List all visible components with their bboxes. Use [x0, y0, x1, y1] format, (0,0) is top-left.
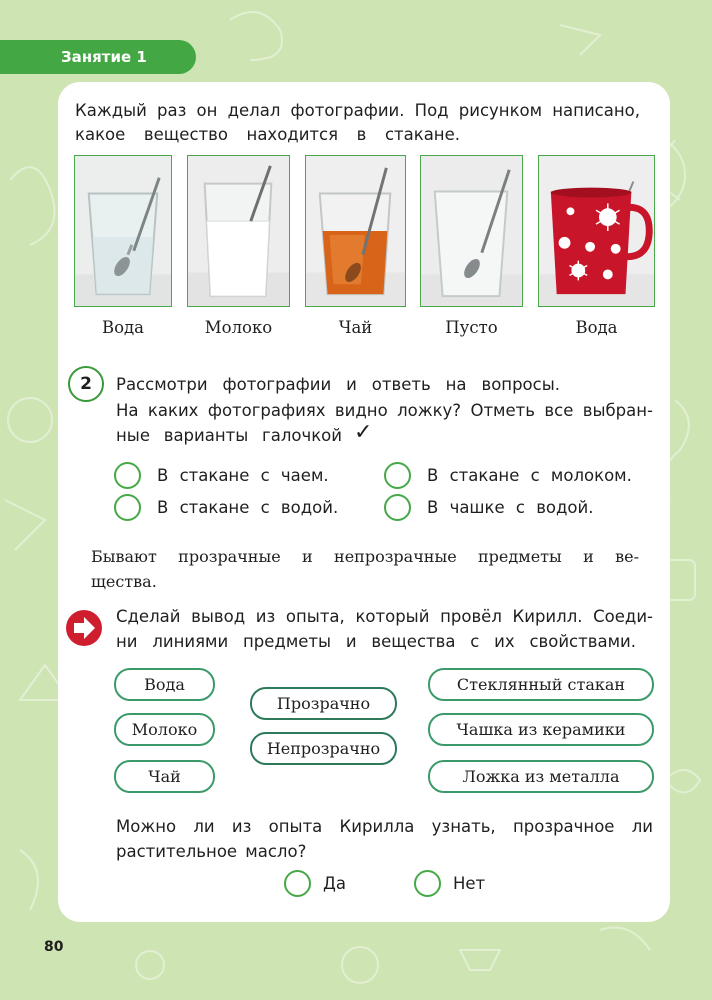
- glass-empty-spoon-photo: [420, 155, 523, 307]
- checkmark-icon: ✓: [354, 420, 373, 445]
- statement-line-2: щества.: [91, 572, 157, 591]
- photo-caption-5: Вода: [575, 318, 618, 337]
- option-tea[interactable]: [114, 462, 329, 489]
- option-milk-radio[interactable]: [384, 462, 411, 489]
- answer-no-radio[interactable]: [414, 870, 441, 897]
- option-milk[interactable]: [384, 462, 632, 489]
- photo-caption-2: Молоко: [204, 318, 273, 337]
- option-water-glass-radio[interactable]: [114, 494, 141, 521]
- substance-tea[interactable]: Чай: [114, 760, 215, 793]
- lesson-tab: Занятие 1: [0, 40, 196, 74]
- option-milk-label: В стакане с молоком.: [427, 466, 632, 485]
- page-number: 80: [44, 939, 64, 955]
- conclusion-line-2: ни линиями предметы и вещества с их свойствами.: [116, 632, 636, 651]
- option-water-cup[interactable]: [384, 494, 594, 521]
- photo-caption-3: Чай: [338, 318, 373, 337]
- task2-line-3: ные варианты галочкой: [116, 426, 342, 445]
- arrow-right-icon: [66, 610, 102, 646]
- task2-line-1: Рассмотри фотографии и ответь на вопросы.: [116, 375, 560, 394]
- answer-no-label: Нет: [453, 874, 486, 893]
- option-water-glass-label: В стакане с водой.: [157, 498, 339, 517]
- statement-line-1: Бывают прозрачные и непрозрачные предметы и ве-: [91, 547, 639, 566]
- red-mug-snowflakes-photo: [538, 155, 655, 307]
- photo-caption-1: Вода: [101, 318, 145, 337]
- conclusion-line-1: Сделай вывод из опыта, который провёл Кирилл. Соеди-: [116, 607, 653, 626]
- answer-yes[interactable]: [284, 870, 346, 897]
- glass-tea-spoon-photo: [305, 155, 406, 307]
- property-transparent[interactable]: Прозрачно: [250, 687, 397, 720]
- option-tea-radio[interactable]: [114, 462, 141, 489]
- answer-yes-radio[interactable]: [284, 870, 311, 897]
- substance-milk[interactable]: Молоко: [114, 713, 215, 746]
- question-line-2: растительное масло?: [116, 842, 307, 861]
- option-tea-label: В стакане с чаем.: [157, 466, 329, 485]
- intro-line-1: Каждый раз он делал фотографии. Под рисунком написано,: [75, 101, 640, 120]
- object-ceramic-cup[interactable]: Чашка из керамики: [428, 713, 654, 746]
- option-water-glass[interactable]: [114, 494, 338, 521]
- glass-water-spoon-photo: [74, 155, 172, 307]
- question-line-1: Можно ли из опыта Кирилла узнать, прозрачное ли: [116, 817, 653, 836]
- answer-yes-label: Да: [323, 874, 347, 893]
- object-metal-spoon[interactable]: Ложка из металла: [428, 760, 654, 793]
- property-opaque[interactable]: Непрозрачно: [250, 732, 397, 765]
- answer-no[interactable]: [414, 870, 485, 897]
- glass-milk-spoon-photo: [187, 155, 290, 307]
- option-water-cup-radio[interactable]: [384, 494, 411, 521]
- photo-caption-4: Пусто: [445, 318, 498, 337]
- intro-line-2: какое вещество находится в стакане.: [75, 125, 460, 144]
- substance-water[interactable]: Вода: [114, 668, 215, 701]
- task2-line-2: На каких фотографиях видно ложку? Отметь все выбран-: [116, 401, 653, 420]
- option-water-cup-label: В чашке с водой.: [427, 498, 594, 517]
- object-glass[interactable]: Стеклянный стакан: [428, 668, 654, 701]
- task-number-badge: 2: [68, 366, 104, 402]
